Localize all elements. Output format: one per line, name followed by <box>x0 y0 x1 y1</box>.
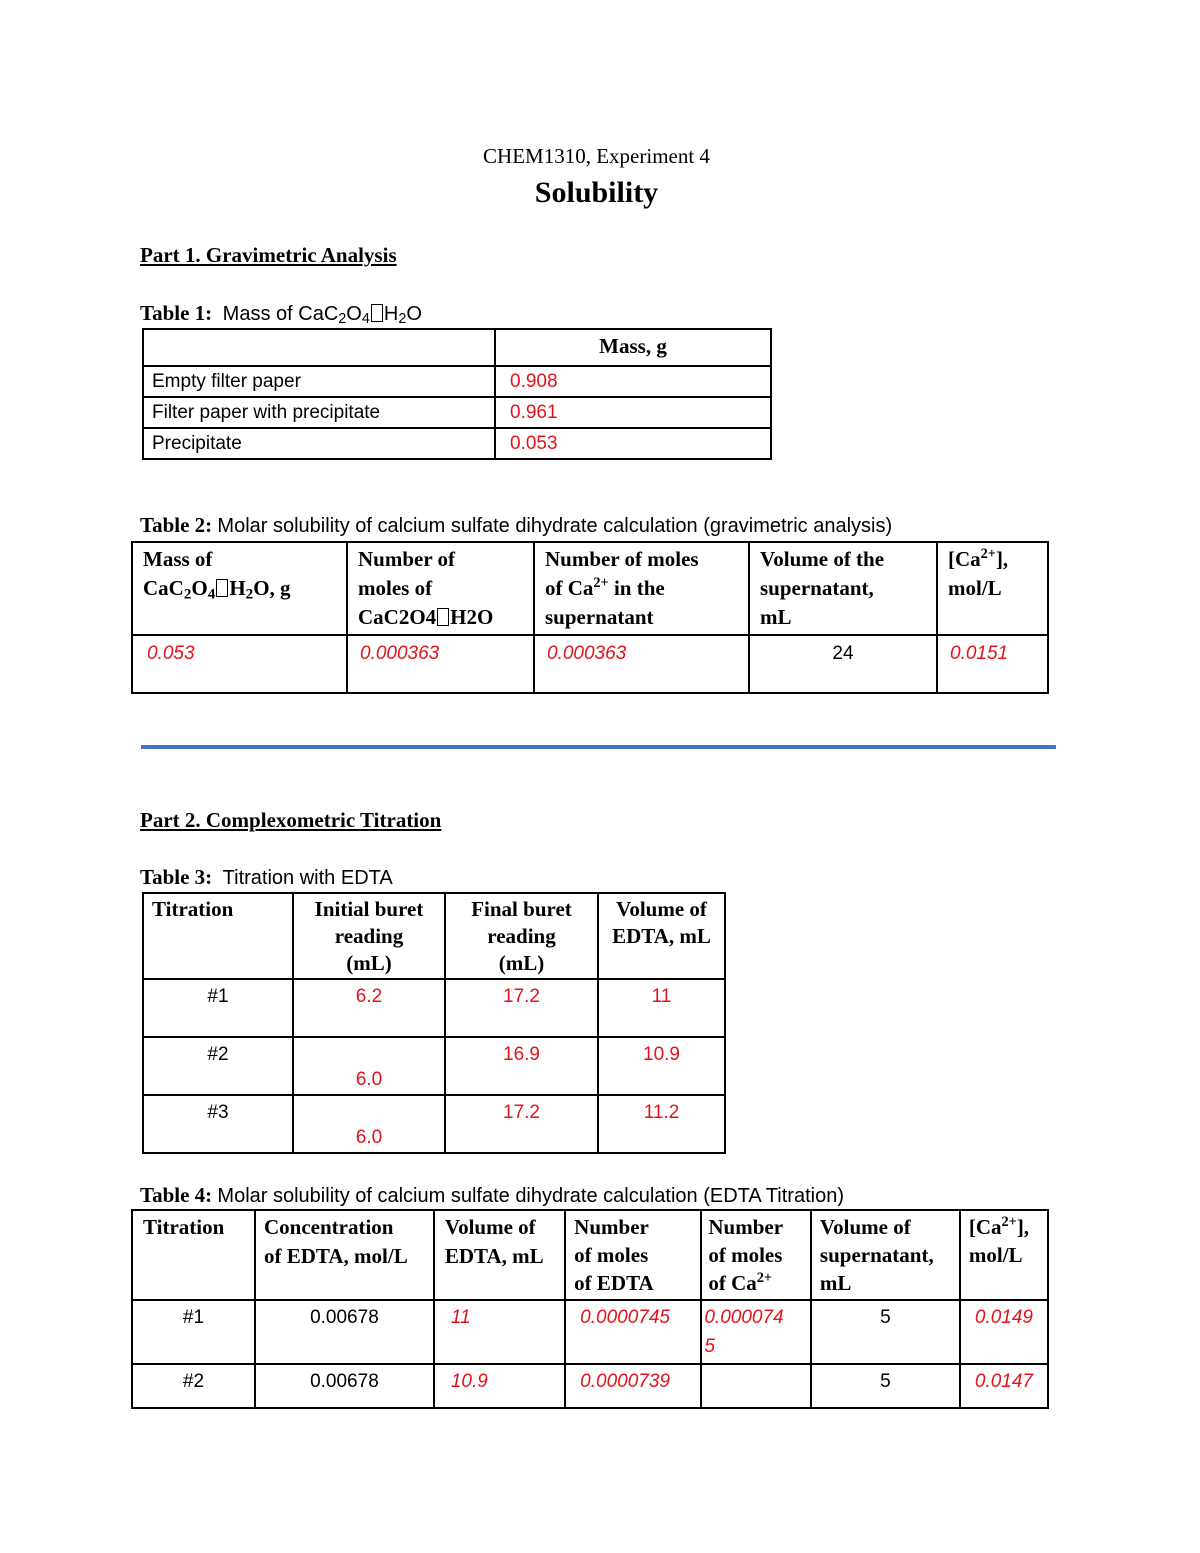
table3-final-cell: 17.2 <box>445 979 598 1037</box>
table1-row-value: 0.908 <box>495 366 771 397</box>
table3-titration-cell: #1 <box>143 979 293 1037</box>
table2-conc-header: $[Ca^{2+}]$, mol/L <box>937 542 1048 635</box>
table2-volume-value: 24 <box>749 635 937 693</box>
table3-volume-cell: 11.2 <box>598 1095 725 1153</box>
table2-caption-label: Table 2: <box>140 513 213 537</box>
table2-caption <box>140 513 892 538</box>
table1-row-label: Empty filter paper <box>143 366 495 397</box>
part2-heading: Part 2. Complexometric Titration <box>140 808 442 832</box>
table1-mass-header: Mass, g <box>495 329 771 366</box>
table1-caption: Table 1: Mass of $CaC_2O_4$ $H_2O$ <box>140 301 422 328</box>
table1-caption-text: Mass of CaC <box>222 303 339 325</box>
table4-moles-ca-cell <box>701 1364 811 1408</box>
table3-initial-cell: 6.0 <box>293 1037 445 1095</box>
table1-caption-label: Table 1: <box>140 301 213 325</box>
table3-final-cell: 16.9 <box>445 1037 598 1095</box>
table3-initial-cell: 6.2 <box>293 979 445 1037</box>
table1 <box>142 328 772 460</box>
table4-moles-ca-cell: 0.000074 5 <box>701 1300 811 1364</box>
table3-titration-header: Titration <box>143 893 293 979</box>
table1-row-label: Precipitate <box>143 428 495 459</box>
table3-titration-cell: #2 <box>143 1037 293 1095</box>
table4-moles-edta-cell: 0.0000745 <box>565 1300 701 1364</box>
table-row <box>143 1095 725 1153</box>
table4-volume-cell: 11 <box>434 1300 565 1364</box>
table3-volume-header: Volume of EDTA, mL <box>598 893 725 979</box>
table3-initial-cell: 6.0 <box>293 1095 445 1153</box>
page-title: Solubility <box>534 176 659 209</box>
table2-volume-header: Volume of the supernatant, mL <box>749 542 937 635</box>
table-row <box>132 635 1048 693</box>
table4-ca-cell: 0.0147 <box>960 1364 1048 1408</box>
table4-caption-label: Table 4: <box>140 1183 213 1207</box>
table1-row-value: 0.053 <box>495 428 771 459</box>
table-row <box>143 1037 725 1095</box>
table2-ca-moles-header: Number of moles of $Ca^{2+}$ in the supernatant <box>534 542 749 635</box>
missing-glyph-icon <box>371 304 383 322</box>
table3-volume-cell: 11 <box>598 979 725 1037</box>
table4-titration-header: Titration <box>132 1210 255 1300</box>
table4-volume-header: Volume of EDTA, mL <box>434 1210 565 1300</box>
table3-titration-cell: #3 <box>143 1095 293 1153</box>
table3-caption-text: Titration with EDTA <box>222 867 393 889</box>
table2-conc-value: 0.0151 <box>937 635 1048 693</box>
table3-volume-cell: 10.9 <box>598 1037 725 1095</box>
table4-supernatant-header: Volume of supernatant, mL <box>811 1210 960 1300</box>
table4-ca-header: $[Ca^{2+}]$, mol/L <box>960 1210 1048 1300</box>
table-row <box>143 979 725 1037</box>
table-row <box>143 428 771 459</box>
table2-mass-header: Mass of $CaC_2O_4$ $H_2O$, g <box>132 542 347 635</box>
table3-initial-header: Initial buret reading (mL) <box>293 893 445 979</box>
table1-row-value: 0.961 <box>495 397 771 428</box>
table4-volume-cell: 10.9 <box>434 1364 565 1408</box>
table-row <box>132 1300 1048 1364</box>
table1-blank-header <box>143 329 495 366</box>
table3-final-header: Final buret reading (mL) <box>445 893 598 979</box>
table2-moles-header: Number of moles of CaC2O4 H2O <box>347 542 534 635</box>
table2-mass-value: 0.053 <box>132 635 347 693</box>
table4-conc-header: Concentration of EDTA, mol/L <box>255 1210 434 1300</box>
missing-glyph-icon <box>437 608 449 626</box>
table2-moles-value: 0.000363 <box>347 635 534 693</box>
table2-ca-moles-value: 0.000363 <box>534 635 749 693</box>
table3-final-cell: 17.2 <box>445 1095 598 1153</box>
table4 <box>131 1209 1049 1409</box>
table3-caption <box>140 865 393 890</box>
table2-caption-text: Molar solubility of calcium sulfate dihydrate calculation (gravimetric analysis) <box>217 515 893 537</box>
table4-conc-cell: 0.00678 <box>255 1300 434 1364</box>
section-divider <box>141 745 1056 749</box>
table4-titration-cell: #2 <box>132 1364 255 1408</box>
table4-moles-edta-header: Number of moles of EDTA <box>565 1210 701 1300</box>
missing-glyph-icon <box>216 579 228 597</box>
table4-moles-edta-cell: 0.0000739 <box>565 1364 701 1408</box>
table1-row-label: Filter paper with precipitate <box>143 397 495 428</box>
table4-moles-ca-header: Number of moles of $Ca^{2+}$ <box>701 1210 811 1300</box>
table4-ca-cell: 0.0149 <box>960 1300 1048 1364</box>
table4-supernatant-cell: 5 <box>811 1300 960 1364</box>
table2 <box>131 541 1049 694</box>
table-row <box>143 366 771 397</box>
part1-heading: Part 1. Gravimetric Analysis <box>140 243 397 267</box>
table4-conc-cell: 0.00678 <box>255 1364 434 1408</box>
table4-caption <box>140 1183 844 1208</box>
table4-supernatant-cell: 5 <box>811 1364 960 1408</box>
table-row <box>132 1364 1048 1408</box>
table-row <box>143 397 771 428</box>
table4-caption-text: Molar solubility of calcium sulfate dihydrate calculation (EDTA Titration) <box>217 1185 844 1207</box>
table3 <box>142 892 726 1154</box>
table4-titration-cell: #1 <box>132 1300 255 1364</box>
course-line: CHEM1310, Experiment 4 <box>483 144 710 168</box>
table3-caption-label: Table 3: <box>140 865 213 889</box>
